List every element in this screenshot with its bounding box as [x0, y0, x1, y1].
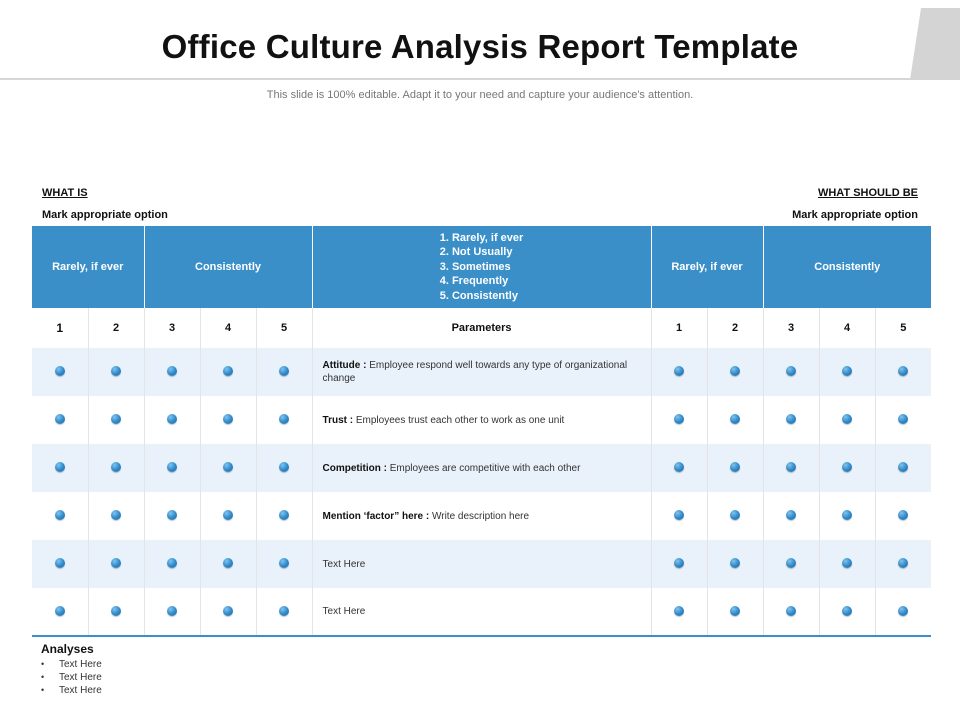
- should-be-rating-cell-2[interactable]: [707, 396, 763, 444]
- what-is-rating-cell-2[interactable]: [88, 396, 144, 444]
- scale-item-1: 1. Rarely, if ever: [439, 231, 524, 244]
- header-what-is-high: Consistently: [144, 226, 312, 308]
- should-be-rating-cell-2[interactable]: [707, 444, 763, 492]
- table-header-row: [32, 226, 931, 308]
- rating-number: 5: [875, 308, 931, 348]
- scale-legend-list: [440, 231, 524, 304]
- should-be-rating-cell-5[interactable]: [875, 444, 931, 492]
- parameter-rows: [32, 348, 931, 636]
- should-be-rating-cell-4[interactable]: [819, 444, 875, 492]
- should-be-rating-cell-3[interactable]: [763, 444, 819, 492]
- table-row: [32, 444, 931, 492]
- header-scale-legend: [312, 226, 651, 308]
- what-is-rating-cell-5[interactable]: [256, 540, 312, 588]
- parameter-name: Attitude :: [322, 360, 370, 371]
- radio-dot-icon[interactable]: [730, 414, 740, 424]
- radio-dot-icon[interactable]: [223, 558, 233, 568]
- should-be-rating-cell-4[interactable]: [819, 588, 875, 636]
- analyses-item: [41, 684, 102, 697]
- radio-dot-icon[interactable]: [898, 366, 908, 376]
- parameter-cell: [312, 492, 651, 540]
- page-title: Office Culture Analysis Report Template: [161, 28, 799, 65]
- should-be-rating-cell-4[interactable]: [819, 396, 875, 444]
- radio-dot-icon[interactable]: [223, 606, 233, 616]
- parameter-cell: [312, 444, 651, 492]
- rating-number: 5: [256, 308, 312, 348]
- radio-dot-icon[interactable]: [111, 366, 121, 376]
- radio-dot-icon[interactable]: [279, 414, 289, 424]
- what-is-rating-cell-1[interactable]: [32, 588, 88, 636]
- radio-dot-icon[interactable]: [55, 414, 65, 424]
- what-is-rating-cell-2[interactable]: [88, 348, 144, 396]
- radio-dot-icon[interactable]: [167, 366, 177, 376]
- what-is-rating-cell-3[interactable]: [144, 540, 200, 588]
- analyses-list: [41, 658, 102, 697]
- analyses-item: [41, 658, 102, 671]
- what-is-instruction: Mark appropriate option: [42, 209, 168, 221]
- should-be-rating-cell-5[interactable]: [875, 540, 931, 588]
- analyses-heading: Analyses: [41, 642, 94, 656]
- radio-dot-icon[interactable]: [223, 366, 233, 376]
- radio-dot-icon[interactable]: [674, 366, 684, 376]
- header-should-be-low: Rarely, if ever: [651, 226, 763, 308]
- radio-dot-icon[interactable]: [167, 510, 177, 520]
- rating-number: 2: [88, 308, 144, 348]
- title-underline: [0, 78, 918, 80]
- analyses-item-text: Text Here: [59, 659, 102, 670]
- rating-number: 4: [819, 308, 875, 348]
- what-is-rating-cell-5[interactable]: [256, 396, 312, 444]
- should-be-rating-cell-1[interactable]: [651, 540, 707, 588]
- parameter-description: Text Here: [322, 606, 366, 617]
- corner-decoration: [910, 8, 960, 80]
- radio-dot-icon[interactable]: [842, 414, 852, 424]
- what-is-rating-cell-5[interactable]: [256, 444, 312, 492]
- rating-number: 3: [144, 308, 200, 348]
- radio-dot-icon[interactable]: [223, 510, 233, 520]
- should-be-rating-cell-4[interactable]: [819, 348, 875, 396]
- what-is-rating-cell-3[interactable]: [144, 588, 200, 636]
- radio-dot-icon[interactable]: [111, 510, 121, 520]
- parameter-description: Write description here: [431, 510, 530, 522]
- header-what-is-low: Rarely, if ever: [32, 226, 144, 308]
- bullet-icon: •: [41, 672, 45, 682]
- parameter-description: Employee respond well towards any type of organizational change: [322, 360, 628, 384]
- radio-dot-icon[interactable]: [786, 462, 796, 472]
- parameter-description: Employees trust each other to work as one unit: [355, 414, 565, 426]
- radio-dot-icon[interactable]: [167, 558, 177, 568]
- radio-dot-icon[interactable]: [167, 414, 177, 424]
- table-row: [32, 540, 931, 588]
- radio-dot-icon[interactable]: [842, 366, 852, 376]
- rating-number: 3: [763, 308, 819, 348]
- should-be-rating-cell-3[interactable]: [763, 492, 819, 540]
- radio-dot-icon[interactable]: [898, 414, 908, 424]
- radio-dot-icon[interactable]: [279, 510, 289, 520]
- header-should-be-high: Consistently: [763, 226, 931, 308]
- radio-dot-icon[interactable]: [842, 558, 852, 568]
- scale-item-3: 3. Sometimes: [439, 260, 511, 273]
- scale-item-2: 2. Not Usually: [439, 246, 513, 259]
- parameter-name: Mention ‘factor” here :: [322, 510, 432, 522]
- should-be-rating-cell-3[interactable]: [763, 588, 819, 636]
- what-is-heading: WHAT IS: [42, 187, 88, 199]
- should-be-rating-cell-1[interactable]: [651, 444, 707, 492]
- radio-dot-icon[interactable]: [842, 462, 852, 472]
- should-be-rating-cell-2[interactable]: [707, 492, 763, 540]
- what-is-rating-cell-2[interactable]: [88, 540, 144, 588]
- parameter-name: Competition :: [322, 462, 390, 474]
- radio-dot-icon[interactable]: [111, 414, 121, 424]
- what-is-rating-cell-5[interactable]: [256, 492, 312, 540]
- what-is-rating-cell-2[interactable]: [88, 444, 144, 492]
- what-is-rating-cell-3[interactable]: [144, 396, 200, 444]
- should-be-rating-cell-4[interactable]: [819, 492, 875, 540]
- rating-number-row: [32, 308, 931, 348]
- scale-item-4: 4. Frequently: [439, 275, 509, 288]
- radio-dot-icon[interactable]: [279, 606, 289, 616]
- radio-dot-icon[interactable]: [674, 462, 684, 472]
- what-is-rating-cell-5[interactable]: [256, 348, 312, 396]
- what-should-be-heading: WHAT SHOULD BE: [817, 187, 918, 199]
- parameter-cell: [312, 540, 651, 588]
- radio-dot-icon[interactable]: [730, 366, 740, 376]
- radio-dot-icon[interactable]: [842, 606, 852, 616]
- radio-dot-icon[interactable]: [786, 414, 796, 424]
- what-is-rating-cell-1[interactable]: [32, 540, 88, 588]
- analyses-section: [41, 642, 102, 697]
- should-be-rating-cell-2[interactable]: [707, 348, 763, 396]
- culture-analysis-table: [32, 226, 931, 637]
- radio-dot-icon[interactable]: [730, 462, 740, 472]
- radio-dot-icon[interactable]: [279, 366, 289, 376]
- radio-dot-icon[interactable]: [674, 606, 684, 616]
- radio-dot-icon[interactable]: [730, 510, 740, 520]
- radio-dot-icon[interactable]: [223, 414, 233, 424]
- what-is-rating-cell-1[interactable]: [32, 396, 88, 444]
- what-is-rating-cell-4[interactable]: [200, 492, 256, 540]
- radio-dot-icon[interactable]: [730, 606, 740, 616]
- radio-dot-icon[interactable]: [223, 462, 233, 472]
- table-row: [32, 588, 931, 636]
- radio-dot-icon[interactable]: [167, 462, 177, 472]
- should-be-rating-cell-1[interactable]: [651, 396, 707, 444]
- radio-dot-icon[interactable]: [842, 510, 852, 520]
- radio-dot-icon[interactable]: [898, 606, 908, 616]
- parameter-cell: [312, 396, 651, 444]
- should-be-rating-cell-3[interactable]: [763, 540, 819, 588]
- what-is-rating-cell-1[interactable]: [32, 492, 88, 540]
- radio-dot-icon[interactable]: [55, 606, 65, 616]
- radio-dot-icon[interactable]: [111, 606, 121, 616]
- parameters-label: Parameters: [312, 308, 651, 348]
- should-be-rating-cell-3[interactable]: [763, 396, 819, 444]
- radio-dot-icon[interactable]: [786, 558, 796, 568]
- what-is-rating-cell-5[interactable]: [256, 588, 312, 636]
- what-is-rating-cell-4[interactable]: [200, 540, 256, 588]
- should-be-rating-cell-2[interactable]: [707, 588, 763, 636]
- parameter-cell: [312, 588, 651, 636]
- rating-number: 1: [32, 308, 88, 348]
- what-is-rating-cell-3[interactable]: [144, 348, 200, 396]
- parameter-cell: [312, 348, 651, 396]
- what-is-rating-cell-4[interactable]: [200, 396, 256, 444]
- should-be-rating-cell-1[interactable]: [651, 492, 707, 540]
- should-be-rating-cell-3[interactable]: [763, 348, 819, 396]
- analyses-item: [41, 671, 102, 684]
- what-is-rating-cell-2[interactable]: [88, 492, 144, 540]
- parameter-description: Text Here: [322, 558, 366, 570]
- should-be-rating-cell-5[interactable]: [875, 348, 931, 396]
- should-be-rating-cell-4[interactable]: [819, 540, 875, 588]
- radio-dot-icon[interactable]: [898, 462, 908, 472]
- radio-dot-icon[interactable]: [674, 558, 684, 568]
- what-is-rating-cell-4[interactable]: [200, 444, 256, 492]
- radio-dot-icon[interactable]: [111, 558, 121, 568]
- radio-dot-icon[interactable]: [55, 366, 65, 376]
- should-be-rating-cell-5[interactable]: [875, 492, 931, 540]
- what-is-rating-cell-2[interactable]: [88, 588, 144, 636]
- what-is-rating-cell-4[interactable]: [200, 588, 256, 636]
- bullet-icon: •: [41, 659, 45, 669]
- radio-dot-icon[interactable]: [279, 558, 289, 568]
- table-row: [32, 348, 931, 396]
- analyses-item-text: Text Here: [59, 672, 102, 683]
- rating-number: 2: [707, 308, 763, 348]
- rating-number: 1: [651, 308, 707, 348]
- bullet-icon: •: [41, 685, 45, 695]
- what-is-rating-cell-4[interactable]: [200, 348, 256, 396]
- radio-dot-icon[interactable]: [898, 510, 908, 520]
- radio-dot-icon[interactable]: [786, 366, 796, 376]
- what-is-rating-cell-1[interactable]: [32, 348, 88, 396]
- scale-item-5: 5. Consistently: [439, 289, 518, 302]
- table-row: [32, 396, 931, 444]
- radio-dot-icon[interactable]: [55, 558, 65, 568]
- should-be-rating-cell-1[interactable]: [651, 588, 707, 636]
- should-be-rating-cell-1[interactable]: [651, 348, 707, 396]
- parameter-description: Employees are competitive with each other: [389, 462, 581, 474]
- radio-dot-icon[interactable]: [279, 462, 289, 472]
- table-row: [32, 492, 931, 540]
- radio-dot-icon[interactable]: [674, 510, 684, 520]
- radio-dot-icon[interactable]: [674, 414, 684, 424]
- what-is-rating-cell-3[interactable]: [144, 444, 200, 492]
- what-is-rating-cell-1[interactable]: [32, 444, 88, 492]
- analyses-item-text: Text Here: [59, 685, 102, 696]
- radio-dot-icon[interactable]: [55, 462, 65, 472]
- rating-number: 4: [200, 308, 256, 348]
- radio-dot-icon[interactable]: [786, 606, 796, 616]
- radio-dot-icon[interactable]: [730, 558, 740, 568]
- what-should-be-instruction: Mark appropriate option: [792, 209, 918, 221]
- radio-dot-icon[interactable]: [55, 510, 65, 520]
- radio-dot-icon[interactable]: [898, 558, 908, 568]
- should-be-rating-cell-5[interactable]: [875, 396, 931, 444]
- radio-dot-icon[interactable]: [786, 510, 796, 520]
- parameter-name: Trust :: [322, 414, 356, 426]
- radio-dot-icon[interactable]: [111, 462, 121, 472]
- what-is-rating-cell-3[interactable]: [144, 492, 200, 540]
- should-be-rating-cell-5[interactable]: [875, 588, 931, 636]
- radio-dot-icon[interactable]: [167, 606, 177, 616]
- should-be-rating-cell-2[interactable]: [707, 540, 763, 588]
- page-subtitle: This slide is 100% editable. Adapt it to your need and capture your audience's attention.: [266, 89, 694, 101]
